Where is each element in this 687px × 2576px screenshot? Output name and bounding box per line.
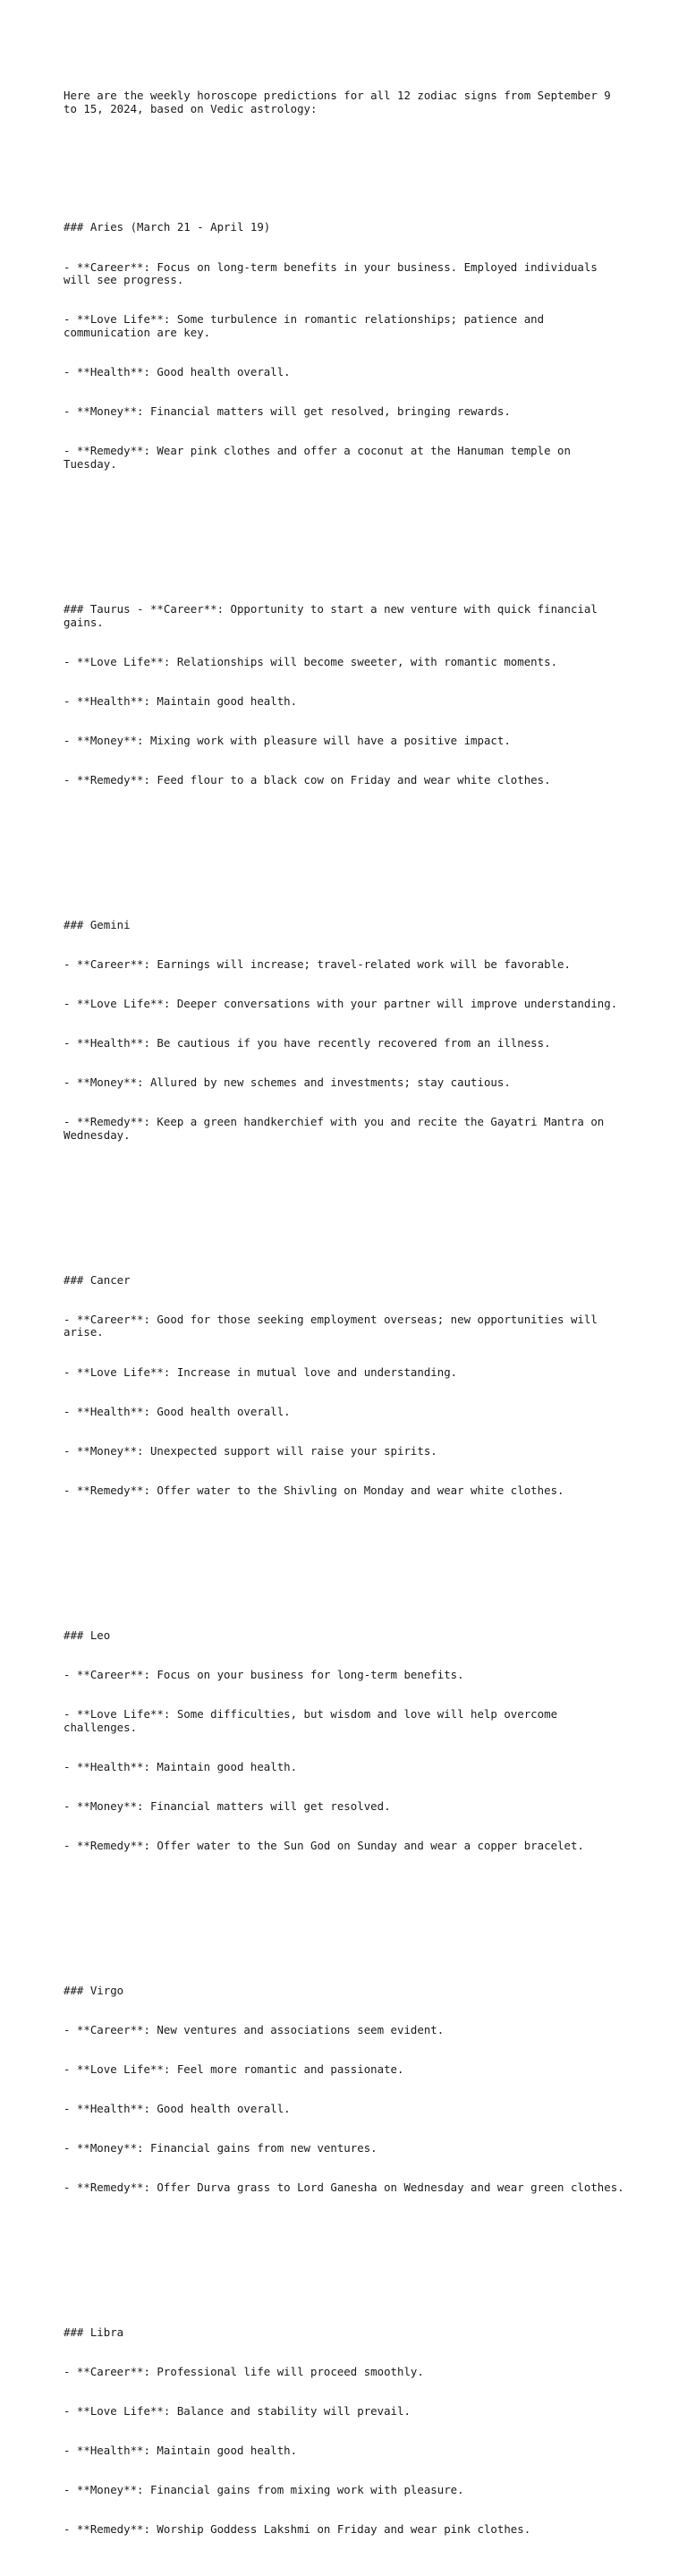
list-item-love-life: - **Love Life**: Increase in mutual love and understanding. <box>64 1365 458 1379</box>
list-item-love-life: - **Love Life**: Deeper conversations with your partner will improve understanding. <box>64 996 618 1010</box>
section-heading: ### Aries (March 21 - April 19) <box>64 220 271 234</box>
list-item-remedy: - **Remedy**: Offer water to the Shivling on Monday and wear white clothes. <box>64 1483 564 1497</box>
section-cancer <box>64 1247 627 1524</box>
list-item-money: - **Money**: Financial gains from mixing work with pleasure. <box>64 2483 464 2497</box>
list-item-career: - **Career**: Focus on your business for long-term benefits. <box>64 1667 464 1681</box>
section-virgo <box>64 1958 627 2221</box>
intro-paragraph: Here are the weekly horoscope predictions for all 12 zodiac signs from September 9 to 15, 2024, based on Vedic astrology: <box>64 89 618 116</box>
list-item-remedy: - **Remedy**: Offer Durva grass to Lord Ganesha on Wednesday and wear green clothes. <box>64 2181 624 2195</box>
list-item-health: - **Health**: Maintain good health. <box>64 2444 298 2458</box>
list-item-health: - **Health**: Be cautious if you have recently recovered from an illness. <box>64 1035 551 1050</box>
section-heading: ### Cancer <box>64 1272 131 1287</box>
list-item-money: - **Money**: Financial matters will get resolved. <box>64 1798 391 1813</box>
list-item-career: - **Career**: Professional life will proceed smoothly. <box>64 2364 424 2378</box>
list-item-remedy: - **Remedy**: Worship Goddess Lakshmi on Friday and wear pink clothes. <box>64 2522 531 2537</box>
section-heading: ### Virgo <box>64 1983 124 1997</box>
list-item-love-life: - **Love Life**: Feel more romantic and passionate. <box>64 2062 404 2076</box>
list-item-money: - **Money**: Financial gains from new ventures. <box>64 2141 377 2155</box>
list-item-love-life: - **Love Life**: Some turbulence in romantic relationships; patience and communication are key. <box>64 312 551 340</box>
section-heading: ### Leo <box>64 1628 111 1642</box>
list-item-career: - **Career**: Earnings will increase; travel-related work will be favorable. <box>64 956 571 971</box>
list-item-love-life: - **Love Life**: Some difficulties, but wisdom and love will help overcome challenges. <box>64 1706 564 1734</box>
list-item-remedy: - **Remedy**: Wear pink clothes and offer a coconut at the Hanuman temple on Tuesday. <box>64 444 578 472</box>
list-item-career: - **Career**: Good for those seeking employment overseas; new opportunities will arise. <box>64 1312 605 1339</box>
spacer <box>64 2248 627 2261</box>
list-item-health: - **Health**: Good health overall. <box>64 365 291 379</box>
section-libra <box>64 2300 627 2563</box>
list-item-money: - **Money**: Financial matters will get resolved, bringing rewards. <box>64 404 511 419</box>
list-item-love-life: - **Love Life**: Relationships will become sweeter, with romantic moments. <box>64 654 558 668</box>
document-body <box>64 64 627 2576</box>
list-item-remedy: - **Remedy**: Keep a green handkerchief with you and recite the Gayatri Mantra on Wednesday. <box>64 1115 611 1142</box>
list-item-money: - **Money**: Unexpected support will raise your spirits. <box>64 1443 437 1458</box>
section-gemini <box>64 892 627 1169</box>
spacer <box>64 142 627 156</box>
spacer <box>64 1550 627 1563</box>
list-item-money: - **Money**: Mixing work with pleasure will have a positive impact. <box>64 733 511 747</box>
list-item-money: - **Money**: Allured by new schemes and investments; stay cautious. <box>64 1075 511 1090</box>
spacer <box>64 839 627 853</box>
section-aries <box>64 195 627 497</box>
list-item-health: - **Health**: Good health overall. <box>64 2101 291 2115</box>
spacer <box>64 524 627 538</box>
spacer <box>64 1194 627 1208</box>
list-item-health: - **Health**: Maintain good health. <box>64 693 298 708</box>
list-item-health: - **Health**: Maintain good health. <box>64 1759 298 1773</box>
spacer <box>64 1905 627 1918</box>
section-taurus <box>64 576 627 813</box>
list-item-career: - **Career**: New ventures and associations seem evident. <box>64 2022 445 2036</box>
list-item-remedy: - **Remedy**: Offer water to the Sun God on Sunday and wear a copper bracelet. <box>64 1838 584 1852</box>
section-heading: ### Libra <box>64 2325 124 2339</box>
section-leo <box>64 1603 627 1879</box>
section-heading: ### Taurus - **Career**: Opportunity to start a new venture with quick financial gains. <box>64 601 605 629</box>
list-item-remedy: - **Remedy**: Feed flour to a black cow on Friday and wear white clothes. <box>64 772 551 786</box>
section-heading: ### Gemini <box>64 917 131 931</box>
list-item-health: - **Health**: Good health overall. <box>64 1404 291 1418</box>
list-item-love-life: - **Love Life**: Balance and stability will prevail. <box>64 2404 411 2419</box>
list-item-career: - **Career**: Focus on long-term benefits in your business. Employed individuals will see progress. <box>64 259 605 287</box>
